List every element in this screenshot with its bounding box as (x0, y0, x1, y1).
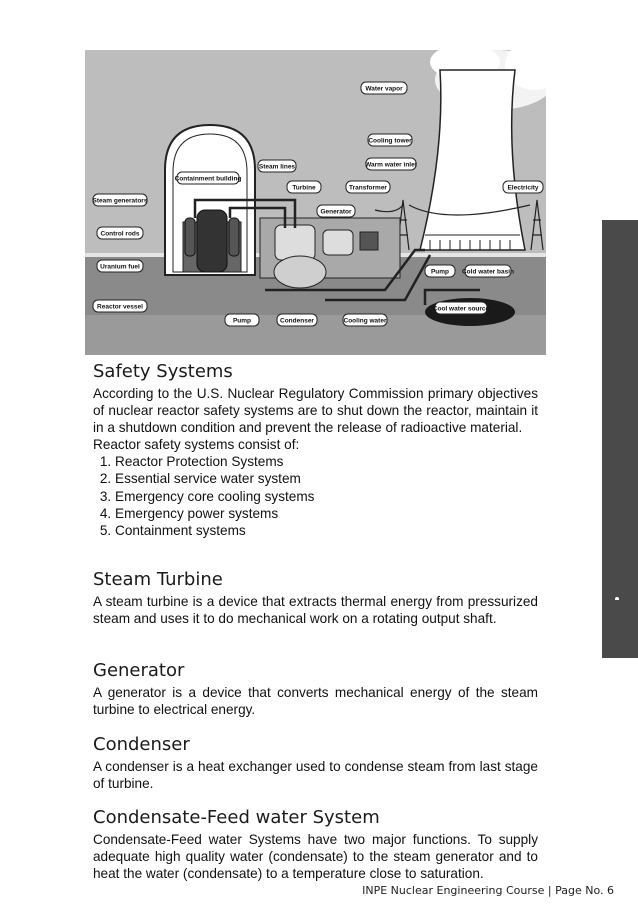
heading-condenser: Condenser (93, 734, 190, 755)
turbine-paragraph: A steam turbine is a device that extracts thermal energy from pressurized steam and uses it to do mechanical work on a rotating output shaft. (93, 594, 538, 627)
list-item: 2. Essential service water system (115, 470, 538, 487)
generator-paragraph: A generator is a device that converts mechanical energy of the steam turbine to electrical energy. (93, 685, 538, 718)
label-warm-water-inlet: Warm water inlet (365, 161, 417, 169)
heading-generator: Generator (93, 660, 185, 681)
side-tab (602, 220, 638, 658)
label-generator: Generator (320, 208, 352, 216)
label-cooling-tower: Cooling tower (368, 137, 412, 145)
label-steam-generators: Steam generators (92, 197, 148, 205)
list-item: 4. Emergency power systems (115, 505, 538, 522)
label-cold-water-basin: Cold water basin (461, 268, 515, 276)
list-item: 1. Reactor Protection Systems (115, 453, 538, 470)
label-cool-water-source: Cool water source (432, 305, 490, 313)
label-steam-lines: Steam lines (258, 163, 296, 171)
label-pump-left: Pump (232, 317, 252, 325)
label-uranium-fuel: Uranium fuel (100, 263, 140, 271)
condenser-paragraph: A condenser is a heat exchanger used to condense steam from last stage of turbine. (93, 759, 538, 792)
list-item: 3. Emergency core cooling systems (115, 488, 538, 505)
label-reactor-vessel: Reactor vessel (97, 303, 143, 311)
label-electricity: Electricity (507, 184, 539, 192)
list-item: 5. Containment systems (115, 522, 538, 539)
page-footer: INPE Nuclear Engineering Course | Page No. 6 (362, 884, 614, 897)
safety-paragraph: According to the U.S. Nuclear Regulatory Commission primary objectives of nuclear reactor safety systems are to shut down the reactor, maintain it in a shutdown condition and prevent the release of radioactive material. (93, 386, 538, 436)
feedwater-paragraph: Condensate-Feed water Systems have two major functions. To supply adequate high quality water (condensate) to the steam generator and to heat the water (condensate) to a temperature close to saturation. (93, 832, 538, 882)
safety-list (93, 453, 538, 538)
safety-intro: Reactor safety systems consist of: (93, 437, 300, 453)
section-feedwater (93, 807, 538, 882)
side-tab-corner (602, 600, 638, 660)
label-water-vapor: Water vapor (365, 85, 403, 93)
heading-safety-systems: Safety Systems (93, 361, 233, 382)
label-control-rods: Control rods (100, 230, 140, 238)
nuclear-plant-diagram (85, 50, 546, 355)
label-transformer: Transformer (349, 184, 387, 192)
section-condenser (93, 734, 538, 792)
section-generator (93, 660, 538, 718)
heading-feedwater: Condensate-Feed water System (93, 807, 380, 828)
section-safety-systems (93, 361, 538, 539)
label-cooling-water: Cooling water (343, 317, 387, 325)
heading-steam-turbine: Steam Turbine (93, 569, 223, 590)
label-containment-building: Containment building (174, 175, 242, 183)
label-pump-right: Pump (430, 268, 450, 276)
label-condenser: Condenser (280, 317, 314, 325)
label-turbine: Turbine (292, 184, 316, 192)
section-steam-turbine (93, 569, 538, 627)
